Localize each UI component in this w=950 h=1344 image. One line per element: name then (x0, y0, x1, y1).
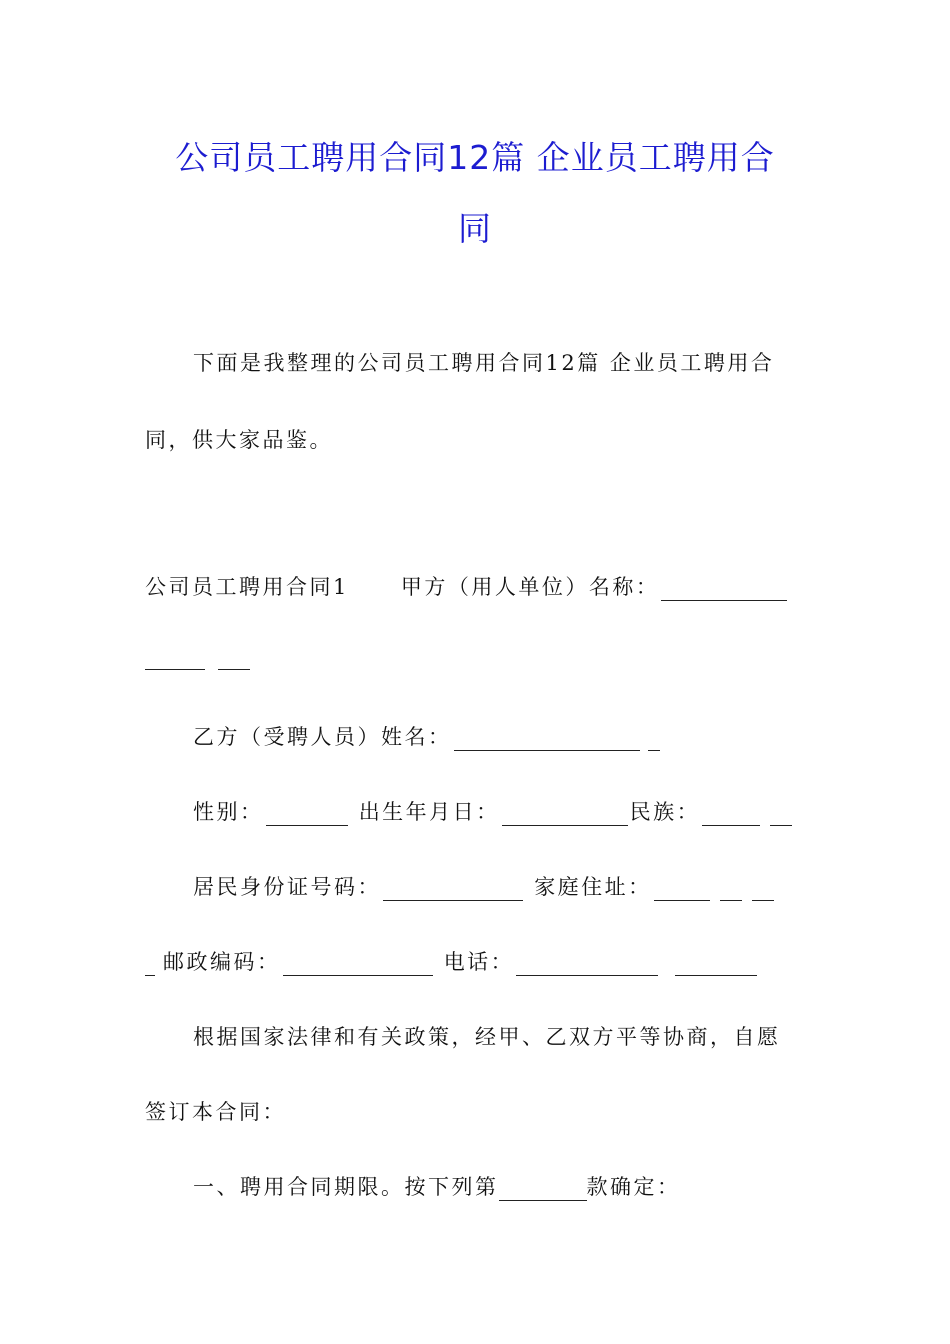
gender-blank (266, 803, 348, 826)
basis-paragraph-line-1: 根据国家法律和有关政策，经甲、乙双方平等协商，自愿 (193, 1025, 781, 1049)
address-label: 家庭住址： (534, 875, 652, 899)
party-b-name-blank-2 (648, 728, 660, 751)
party-b-label: 乙方（受聘人员）姓名： (193, 725, 452, 749)
clause-1-suffix: 款确定： (586, 1175, 681, 1199)
basis-paragraph-line-2: 签订本合同： (145, 1100, 286, 1124)
party-a-name-blank-3 (218, 647, 250, 670)
address-blank-2 (720, 878, 742, 901)
party-b-row (193, 721, 662, 751)
id-label: 居民身份证号码： (193, 875, 381, 899)
postcode-phone-row (145, 946, 759, 976)
id-address-row (193, 871, 776, 901)
party-a-name-blank-2 (145, 647, 205, 670)
document-title-line-2: 同 (458, 209, 492, 248)
document-title-line-1: 公司员工聘用合同12篇 企业员工聘用合 (175, 138, 775, 177)
phone-label: 电话： (443, 950, 515, 974)
address-blank-3 (752, 878, 774, 901)
postcode-blank (283, 953, 433, 976)
postcode-label: 邮政编码： (163, 950, 281, 974)
gender-label: 性别： (193, 800, 264, 824)
birth-blank (502, 803, 628, 826)
phone-blank (516, 953, 658, 976)
party-a-blank-continuation (145, 646, 252, 670)
party-b-name-blank (454, 728, 640, 751)
ethnicity-label: 民族： (629, 800, 701, 824)
intro-paragraph-line-2: 同，供大家品鉴。 (145, 428, 333, 452)
phone-blank-2 (675, 953, 757, 976)
contract-heading: 公司员工聘用合同1 (145, 575, 349, 599)
party-a-label: 甲方（用人单位）名称： (400, 575, 660, 599)
contract-heading-row (145, 571, 789, 601)
id-number-blank (383, 878, 523, 901)
birth-label: 出生年月日： (358, 800, 500, 824)
party-a-name-blank (661, 578, 787, 601)
personal-info-row (193, 796, 794, 826)
clause-1-row (193, 1171, 681, 1201)
clause-1-prefix: 一、聘用合同期限。按下列第 (193, 1175, 499, 1199)
address-blank (654, 878, 710, 901)
intro-paragraph-line-1: 下面是我整理的公司员工聘用合同12篇 企业员工聘用合 (193, 351, 775, 375)
ethnicity-blank-2 (770, 803, 792, 826)
address-blank-4 (145, 953, 155, 976)
ethnicity-blank (702, 803, 760, 826)
clause-1-blank (499, 1178, 587, 1201)
